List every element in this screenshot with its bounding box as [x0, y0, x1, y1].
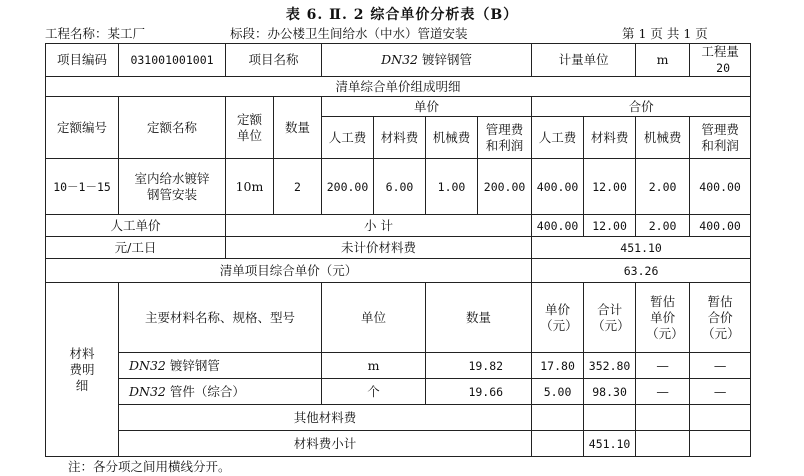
subtotal-machine: 2.00 — [636, 215, 690, 237]
col-quota-unit: 定额单位 — [226, 97, 274, 159]
mat-price: 17.80 — [532, 353, 584, 379]
section-title: 清单综合单价组成明细 — [46, 77, 751, 97]
col-unit-price: 单价 — [322, 97, 532, 117]
material-subtotal-est-total — [690, 431, 751, 457]
other-material-est-price — [636, 405, 690, 431]
mat-est-price: — — [636, 353, 690, 379]
item-quantity: 2 — [274, 159, 322, 215]
project-name-cell — [322, 44, 532, 77]
item-name: 室内给水镀锌钢管安装 — [119, 159, 226, 215]
item-up-machine: 1.00 — [426, 159, 478, 215]
mat-head-unit: 单位 — [322, 283, 426, 353]
col-quantity: 数量 — [274, 97, 322, 159]
other-material-total — [584, 405, 636, 431]
col-up-machine: 机械费 — [426, 117, 478, 159]
quantity-cell — [690, 44, 751, 77]
composite-label: 清单项目综合单价（元） — [46, 259, 532, 283]
col-total-price: 合价 — [532, 97, 751, 117]
material-subtotal-value: 451.10 — [584, 431, 636, 457]
material-subtotal-label: 材料费小计 — [119, 431, 532, 457]
mat-head-total: 合计（元） — [584, 283, 636, 353]
item-tp-labor: 400.00 — [532, 159, 584, 215]
table-row — [46, 353, 751, 379]
project-info-row — [46, 44, 751, 77]
col-quota-no: 定额编号 — [46, 97, 119, 159]
col-tp-machine: 机械费 — [636, 117, 690, 159]
subtotal-material: 12.00 — [584, 215, 636, 237]
name-label: 项目名称 — [226, 44, 322, 77]
mat-head-price: 单价（元） — [532, 283, 584, 353]
mat-head-est-total: 暂估合价（元） — [690, 283, 751, 353]
mat-head-qty: 数量 — [426, 283, 532, 353]
mat-unit: 个 — [322, 379, 426, 405]
mat-name — [119, 379, 322, 405]
composite-value: 63.26 — [532, 259, 751, 283]
mat-head-est-price: 暂估单价（元） — [636, 283, 690, 353]
mat-name-text: 管件（综合） — [165, 383, 245, 399]
other-material-price — [532, 405, 584, 431]
unit-label: 计量单位 — [532, 44, 636, 77]
material-section-label: 材料费明细 — [46, 283, 119, 457]
labor-unit-price-label: 人工单价 — [46, 215, 226, 237]
subtotal-labor: 400.00 — [532, 215, 584, 237]
mat-name — [119, 353, 322, 379]
material-subtotal-est-price — [636, 431, 690, 457]
item-no: 10－1－15 — [46, 159, 119, 215]
item-tp-mgmt: 400.00 — [690, 159, 751, 215]
project-name: 工程名称：某工厂 — [45, 26, 146, 41]
other-material-label: 其他材料费 — [119, 405, 532, 431]
mat-price: 5.00 — [532, 379, 584, 405]
item-tp-machine: 2.00 — [636, 159, 690, 215]
item-up-material: 6.00 — [374, 159, 426, 215]
code-label: 项目编码 — [46, 44, 119, 77]
project-code: 031001001001 — [119, 44, 226, 77]
unit-price-analysis-table — [45, 43, 751, 457]
mat-prefix: DN32 — [129, 357, 166, 373]
item-up-labor: 200.00 — [322, 159, 374, 215]
per-day-label: 元/工日 — [46, 237, 226, 259]
page-indicator: 第 1 页 共 1 页 — [622, 26, 708, 41]
subtotal-label: 小 计 — [226, 215, 532, 237]
item-tp-material: 12.00 — [584, 159, 636, 215]
name-prefix: DN32 — [381, 52, 418, 67]
mat-prefix: DN32 — [129, 383, 166, 399]
qty-value: 20 — [716, 61, 730, 75]
mat-qty: 19.66 — [426, 379, 532, 405]
footnote: 注：各分项之间用横线分开。 — [68, 459, 231, 474]
item-unit: 10m — [226, 159, 274, 215]
col-up-labor: 人工费 — [322, 117, 374, 159]
unpriced-label: 未计价材料费 — [226, 237, 532, 259]
table-title: 表 6. Ⅱ. 2 综合单价分析表（B） — [285, 7, 519, 23]
material-subtotal-price — [532, 431, 584, 457]
name-rest: 镀锌钢管 — [417, 52, 472, 67]
mat-est-total: — — [690, 353, 751, 379]
mat-head-name: 主要材料名称、规格、型号 — [119, 283, 322, 353]
col-tp-mgmt: 管理费和利润 — [690, 117, 751, 159]
mat-unit: m — [322, 353, 426, 379]
mat-qty: 19.82 — [426, 353, 532, 379]
table-row — [46, 159, 751, 215]
section-label: 标段：办公楼卫生间给水（中水）管道安装 — [230, 26, 468, 41]
item-up-mgmt: 200.00 — [478, 159, 532, 215]
col-tp-material: 材料费 — [584, 117, 636, 159]
mat-est-total: — — [690, 379, 751, 405]
unit-value: m — [636, 44, 690, 77]
table-row — [46, 379, 751, 405]
col-up-mgmt: 管理费和利润 — [478, 117, 532, 159]
mat-total: 98.30 — [584, 379, 636, 405]
col-tp-labor: 人工费 — [532, 117, 584, 159]
col-quota-name: 定额名称 — [119, 97, 226, 159]
other-material-est-total — [690, 405, 751, 431]
subtotal-mgmt: 400.00 — [690, 215, 751, 237]
col-up-material: 材料费 — [374, 117, 426, 159]
mat-est-price: — — [636, 379, 690, 405]
qty-label: 工程量 — [701, 44, 739, 59]
mat-name-text: 镀锌钢管 — [165, 357, 220, 373]
mat-total: 352.80 — [584, 353, 636, 379]
unpriced-value: 451.10 — [532, 237, 751, 259]
